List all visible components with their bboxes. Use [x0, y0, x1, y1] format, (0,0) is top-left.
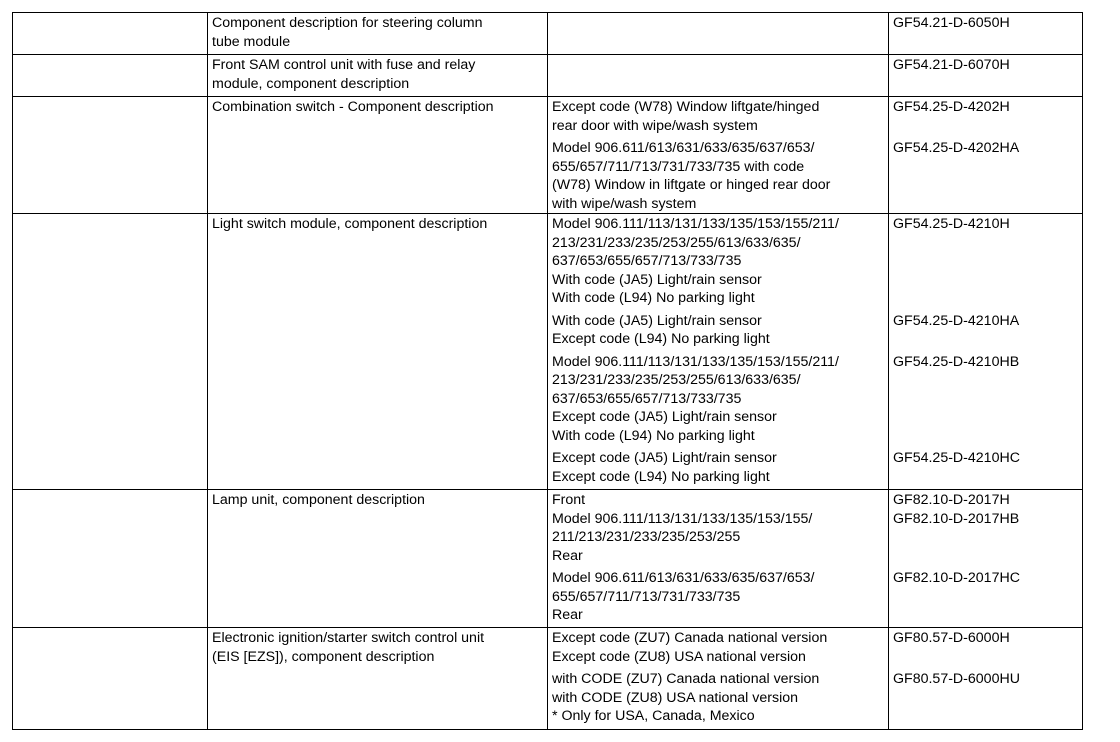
condition-line: Except code (ZU8) USA national version	[552, 648, 806, 665]
condition-line: Front	[552, 492, 586, 508]
condition-line: Except code (JA5) Light/rain sensor	[552, 409, 777, 425]
reference-block	[893, 98, 1078, 135]
condition-line: Rear	[552, 607, 583, 623]
condition-line: with CODE (ZU8) USA national version	[552, 689, 799, 706]
table-row	[13, 97, 1083, 214]
condition-block	[552, 353, 884, 446]
condition-line: with wipe/wash system	[552, 195, 697, 212]
blank-cell	[13, 214, 208, 490]
description-line: Front SAM control unit with fuse and relay	[212, 57, 476, 73]
reference-cell	[889, 628, 1083, 730]
reference-cell	[889, 490, 1083, 628]
table-row	[13, 628, 1083, 730]
conditions-cell	[548, 628, 889, 730]
condition-line: Model 906.111/113/131/133/135/153/155/	[552, 510, 813, 527]
condition-line: rear door with wipe/wash system	[552, 117, 758, 134]
blank-cell	[13, 628, 208, 730]
component-description-cell	[208, 628, 548, 730]
condition-line: Rear	[552, 547, 583, 564]
table-row	[13, 214, 1083, 490]
reference-code: GF54.25-D-4210HC	[893, 450, 1020, 466]
blank-cell	[13, 13, 208, 55]
description-line: Lamp unit, component description	[212, 492, 425, 508]
component-description-cell	[208, 13, 548, 55]
table-row	[13, 13, 1083, 55]
condition-line: With code (L94) No parking light	[552, 427, 755, 444]
reference-code: GF54.25-D-4210HA	[893, 312, 1020, 329]
table-body	[13, 13, 1083, 730]
reference-code: GF54.25-D-4202HA	[893, 140, 1020, 156]
reference-block	[893, 215, 1078, 308]
reference-code: GF54.25-D-4210H	[893, 216, 1010, 232]
reference-code: GF54.25-D-4202H	[893, 99, 1010, 115]
condition-block	[552, 629, 884, 666]
description-line: module, component description	[212, 75, 410, 92]
reference-code: GF54.21-D-6070H	[893, 57, 1010, 73]
reference-cell	[889, 214, 1083, 490]
condition-line: 637/653/655/657/713/733/735	[552, 390, 742, 407]
condition-line: with CODE (ZU7) Canada national version	[552, 671, 820, 687]
reference-block	[893, 670, 1078, 726]
reference-code: GF80.57-D-6000H	[893, 630, 1010, 646]
reference-block	[893, 491, 1078, 565]
reference-code: GF82.10-D-2017H	[893, 492, 1010, 508]
table-row	[13, 490, 1083, 628]
condition-line: Model 906.111/113/131/133/135/153/155/211/	[552, 353, 839, 370]
description-line: Electronic ignition/starter switch control unit	[212, 630, 485, 646]
reference-block	[893, 569, 1078, 588]
condition-line: Model 906.111/113/131/133/135/153/155/211/	[552, 216, 839, 232]
condition-block	[552, 215, 884, 308]
table-row	[13, 55, 1083, 97]
condition-line: Except code (W78) Window liftgate/hinged	[552, 99, 820, 115]
description-line: Light switch module, component description	[212, 216, 488, 232]
blank-cell	[13, 55, 208, 97]
description-line: tube module	[212, 33, 291, 50]
reference-block	[893, 353, 1078, 446]
condition-line: Except code (L94) No parking light	[552, 331, 770, 347]
blank-cell	[13, 97, 208, 214]
reference-code: GF54.25-D-4210HB	[893, 353, 1020, 370]
description-line: (EIS [EZS]), component description	[212, 648, 435, 665]
condition-line: Except code (ZU7) Canada national version	[552, 630, 828, 646]
condition-line: Model 906.611/613/631/633/635/637/653/	[552, 140, 815, 156]
reference-block	[893, 312, 1078, 349]
condition-line: Model 906.611/613/631/633/635/637/653/	[552, 570, 815, 586]
condition-line: 213/231/233/235/253/255/613/633/635/	[552, 234, 801, 251]
condition-line: 655/657/711/713/731/733/735	[552, 588, 741, 605]
description-line: Combination switch - Component description	[212, 99, 494, 115]
condition-line: (W78) Window in liftgate or hinged rear door	[552, 177, 831, 193]
component-description-cell	[208, 214, 548, 490]
condition-line: 211/213/231/233/235/253/255	[552, 529, 741, 545]
condition-line: 655/657/711/713/731/733/735 with code	[552, 158, 805, 175]
conditions-cell	[548, 490, 889, 628]
condition-line: Except code (JA5) Light/rain sensor	[552, 450, 777, 466]
condition-line: 213/231/233/235/253/255/613/633/635/	[552, 372, 801, 388]
condition-block	[552, 312, 884, 349]
component-description-cell	[208, 490, 548, 628]
condition-block	[552, 139, 884, 213]
conditions-cell	[548, 214, 889, 490]
component-reference-table	[12, 12, 1083, 730]
condition-line: With code (L94) No parking light	[552, 290, 755, 306]
description-line: Component description for steering column	[212, 15, 483, 31]
reference-block	[893, 629, 1078, 666]
condition-line: With code (JA5) Light/rain sensor	[552, 271, 762, 288]
reference-block	[893, 449, 1078, 486]
conditions-cell	[548, 55, 889, 97]
condition-block	[552, 98, 884, 135]
reference-cell	[889, 13, 1083, 55]
reference-code: GF80.57-D-6000HU	[893, 671, 1020, 687]
reference-cell	[889, 97, 1083, 214]
reference-code: GF54.21-D-6050H	[893, 15, 1010, 31]
condition-block	[552, 569, 884, 625]
reference-code: GF82.10-D-2017HB	[893, 510, 1020, 527]
component-description-cell	[208, 97, 548, 214]
condition-block	[552, 491, 884, 565]
condition-block	[552, 449, 884, 486]
reference-cell	[889, 55, 1083, 97]
reference-block	[893, 139, 1078, 213]
condition-line: With code (JA5) Light/rain sensor	[552, 312, 762, 329]
conditions-cell	[548, 13, 889, 55]
reference-code: GF82.10-D-2017HC	[893, 570, 1020, 586]
condition-line: 637/653/655/657/713/733/735	[552, 253, 742, 269]
component-description-cell	[208, 55, 548, 97]
condition-line: * Only for USA, Canada, Mexico	[552, 708, 755, 724]
condition-block	[552, 670, 884, 726]
conditions-cell	[548, 97, 889, 214]
blank-cell	[13, 490, 208, 628]
condition-line: Except code (L94) No parking light	[552, 468, 770, 485]
